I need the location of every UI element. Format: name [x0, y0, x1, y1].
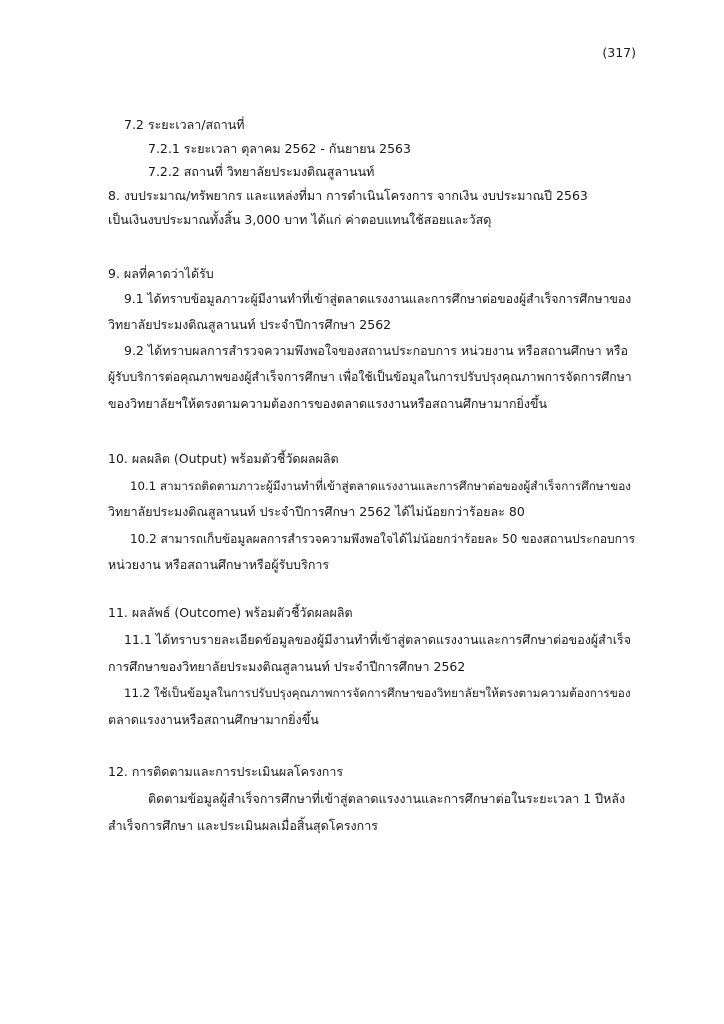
- section-7-2-2: 7.2.2 สถานที่ วิทยาลัยประมงติณสูลานนท์: [148, 164, 375, 179]
- section-11-heading: 11. ผลลัพธ์ (Outcome) พร้อมตัวชี้วัดผลผลิต: [108, 605, 353, 620]
- section-10-1-line-2: วิทยาลัยประมงติณสูลานนท์ ประจำปีการศึกษา 2562 ได้ไม่น้อยกว่าร้อยละ 80: [108, 504, 525, 519]
- section-12-line-1: ติดตามข้อมูลผู้สำเร็จการศึกษาที่เข้าสู่ตลาดแรงงานและการศึกษาต่อในระยะเวลา 1 ปีหลัง: [148, 791, 626, 806]
- section-7-2-1: 7.2.1 ระยะเวลา ตุลาคม 2562 - กันยายน 2563: [148, 141, 411, 156]
- section-10-2-line-1: 10.2 สามารถเก็บข้อมูลผลการสำรวจความพึงพอใจได้ไม่น้อยกว่าร้อยละ 50 ของสถานประกอบการ: [130, 532, 636, 546]
- section-10-heading: 10. ผลผลิต (Output) พร้อมตัวชี้วัดผลผลิต: [108, 451, 339, 466]
- section-9-1-line-1: 9.1 ได้ทราบข้อมูลภาวะผู้มีงานทำที่เข้าสู่ตลาดแรงงานและการศึกษาต่อของผู้สำเร็จการศึกษาของ: [124, 292, 632, 306]
- section-9-2-line-1: 9.2 ได้ทราบผลการสำรวจความพึงพอใจของสถานประกอบการ หน่วยงาน หรือสถานศึกษา หรือ: [124, 343, 629, 358]
- section-8-line-1: 8. งบประมาณ/ทรัพยากร และแหล่งที่มา การดำเนินโครงการ จากเงิน งบประมาณปี 2563: [108, 188, 588, 203]
- section-10-1-line-1: 10.1 สามารถติดตามภาวะผู้มีงานทำที่เข้าสู่ตลาดแรงงานและการศึกษาต่อของผู้สำเร็จการศึกษาของ: [130, 479, 632, 493]
- section-9-1-line-2: วิทยาลัยประมงติณสูลานนท์ ประจำปีการศึกษา 2562: [108, 317, 392, 332]
- section-12-line-2: สำเร็จการศึกษา และประเมินผลเมื่อสิ้นสุดโครงการ: [108, 818, 378, 833]
- section-9-heading: 9. ผลที่คาดว่าได้รับ: [108, 266, 214, 281]
- section-11-2-line-2: ตลาดแรงงานหรือสถานศึกษามากยิ่งขึ้น: [108, 712, 319, 727]
- section-11-2-line-1: 11.2 ใช้เป็นข้อมูลในการปรับปรุงคุณภาพการจัดการศึกษาของวิทยาลัยฯให้ตรงตามความต้องการของ: [124, 686, 631, 700]
- section-11-1-line-2: การศึกษาของวิทยาลัยประมงติณสูลานนท์ ประจำปีการศึกษา 2562: [108, 659, 466, 674]
- section-11-1-line-1: 11.1 ได้ทราบรายละเอียดข้อมูลของผู้มีงานทำที่เข้าสู่ตลาดแรงงานและการศึกษาต่อของผู้สำเร็จ: [124, 632, 632, 647]
- page-number: (317): [602, 45, 636, 60]
- section-8-line-2: เป็นเงินงบประมาณทั้งสิ้น 3,000 บาท ได้แก่ ค่าตอบแทนใช้สอยและวัสดุ: [108, 212, 492, 227]
- section-10-2-line-2: หน่วยงาน หรือสถานศึกษาหรือผู้รับบริการ: [108, 557, 330, 572]
- section-12-heading: 12. การติดตามและการประเมินผลโครงการ: [108, 764, 344, 779]
- section-7-2-heading: 7.2 ระยะเวลา/สถานที่: [124, 117, 245, 132]
- section-9-2-line-2: ผู้รับบริการต่อคุณภาพของผู้สำเร็จการศึกษา เพื่อใช้เป็นข้อมูลในการปรับปรุงคุณภาพการจัดการศึกษา: [108, 370, 632, 384]
- section-9-2-line-3: ของวิทยาลัยฯให้ตรงตามความต้องการของตลาดแรงงานหรือสถานศึกษามากยิ่งขึ้น: [108, 396, 548, 411]
